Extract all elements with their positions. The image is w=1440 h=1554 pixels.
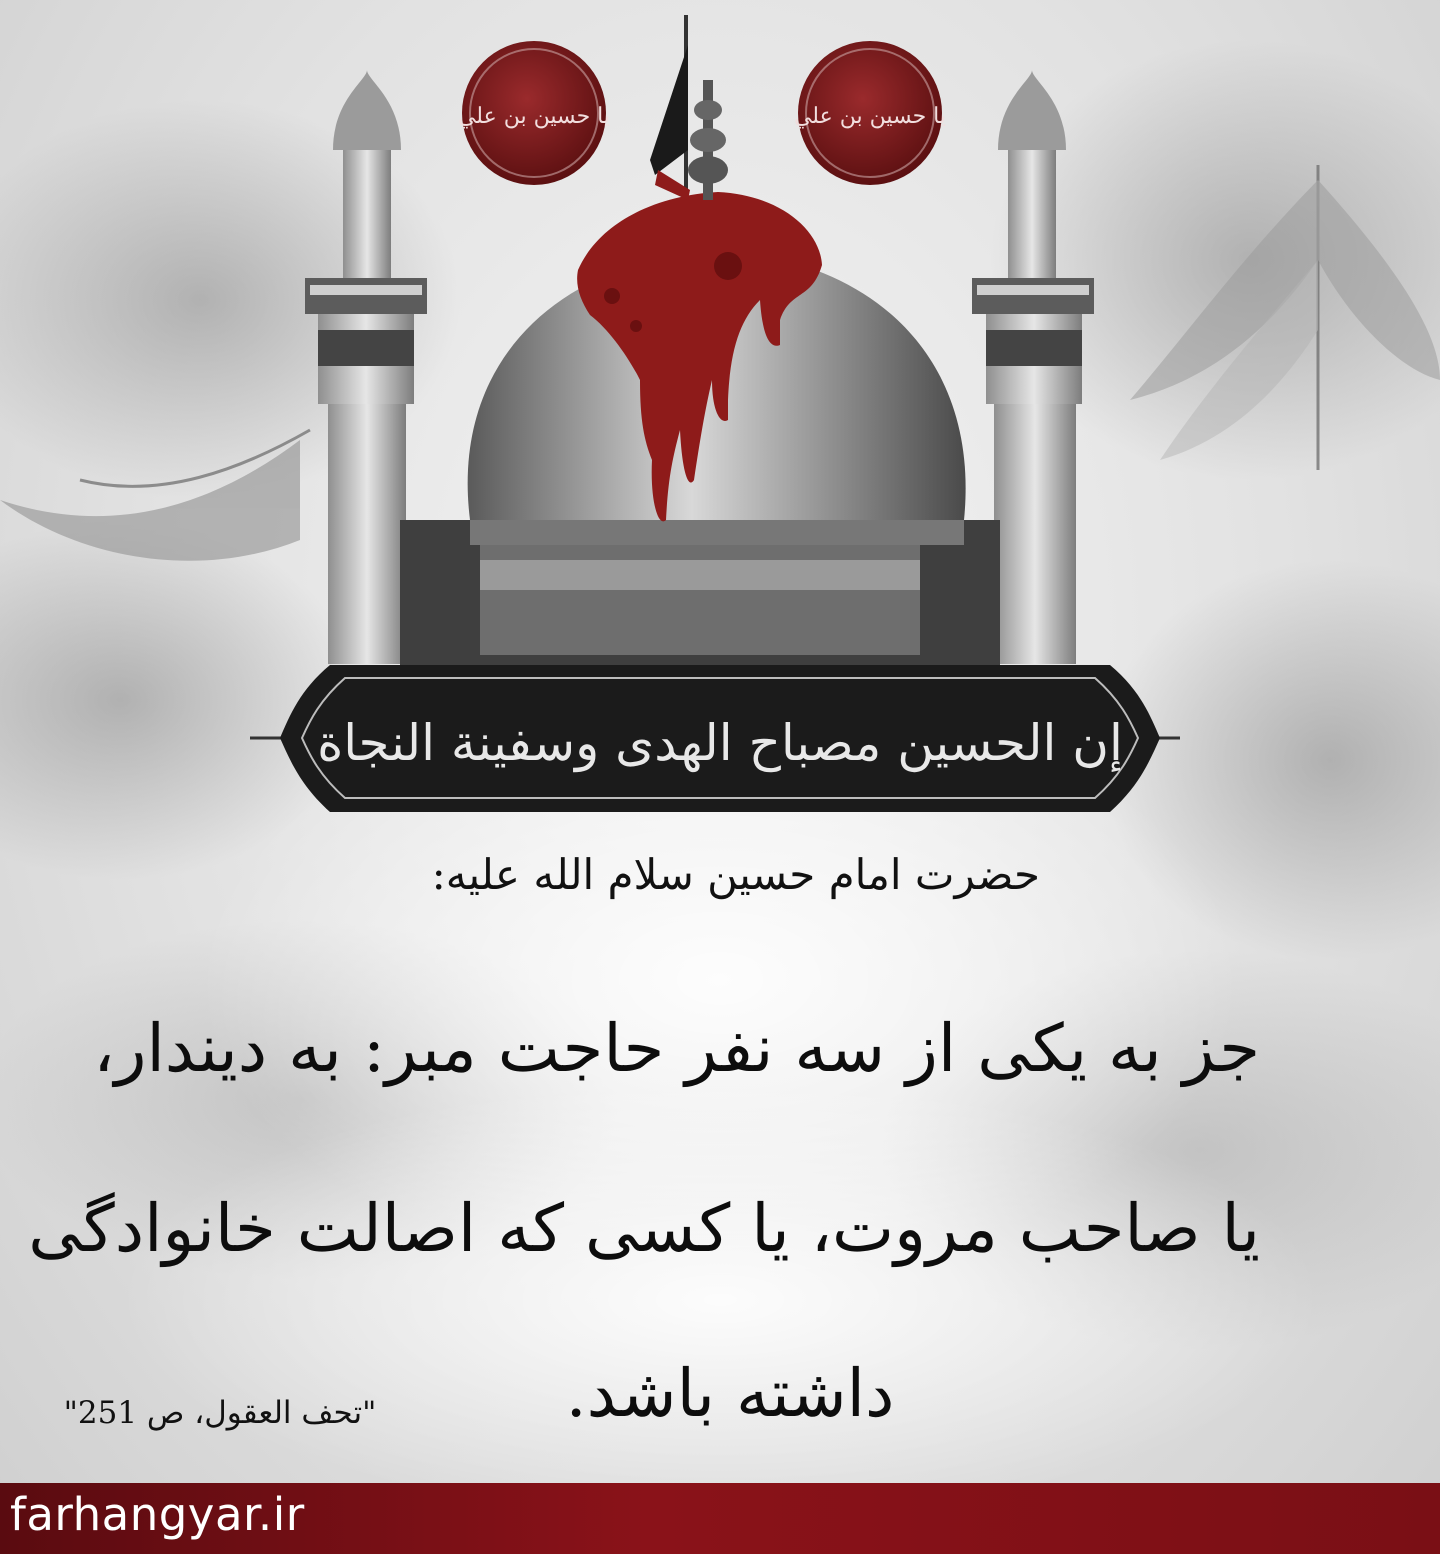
seal-right-text: يا حسين بن علي bbox=[793, 104, 947, 129]
spire bbox=[650, 15, 728, 200]
quote-line-3: داشته باشد. bbox=[565, 1355, 895, 1432]
banner-calligraphy: إن الحسين مصباح الهدى وسفينة النجاة bbox=[317, 714, 1123, 772]
source-citation: "تحف العقول، ص 251" bbox=[63, 1395, 377, 1431]
seal-left bbox=[458, 41, 610, 185]
seal-left-text: يا حسين بن علي bbox=[457, 104, 611, 129]
calligraphy-banner bbox=[250, 665, 1180, 812]
seal-right bbox=[794, 41, 946, 185]
quote-line-1: جز به یکی از سه نفر حاجت مبر: به دیندار، bbox=[93, 1010, 1260, 1087]
site-url: farhangyar.ir bbox=[10, 1488, 305, 1541]
dome bbox=[468, 192, 966, 545]
quote-line-2: یا صاحب مروت، یا کسی که اصالت خانوادگی bbox=[28, 1190, 1260, 1267]
quote-heading: حضرت امام حسین سلام الله علیه: bbox=[431, 850, 1040, 899]
